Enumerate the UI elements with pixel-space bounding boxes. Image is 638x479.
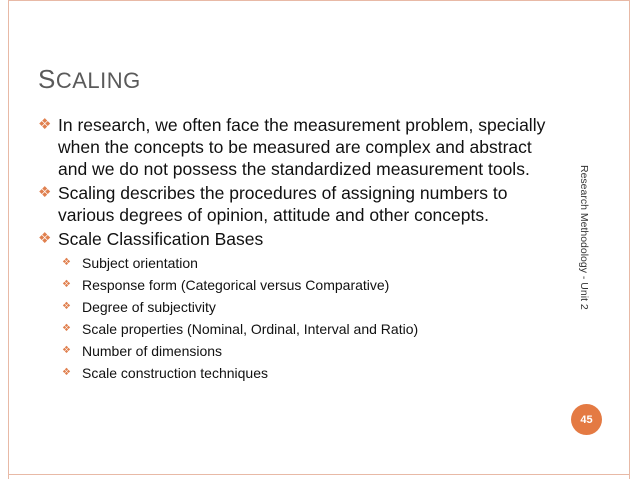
bullet-diamond-icon: ❖ <box>62 279 71 290</box>
slide-title <box>38 64 141 95</box>
sidebar-course-label: Research Methodology - Unit 2 <box>578 165 590 310</box>
sub-bullet-item <box>38 296 558 318</box>
sub-bullet-text: Subject orientation <box>82 255 198 271</box>
bullet-diamond-icon: ❖ <box>38 184 52 201</box>
page-number-badge: 45 <box>571 404 602 435</box>
sub-bullet-item <box>38 318 558 340</box>
slide-frame-top <box>8 0 630 1</box>
bullet-text: Scaling describes the procedures of assigning numbers to various degrees of opinion, attitude and other concepts. <box>58 183 508 225</box>
slide-content <box>38 114 558 384</box>
bullet-item <box>38 114 558 180</box>
sub-bullet-item <box>38 252 558 274</box>
sub-bullet-item <box>38 274 558 296</box>
sub-bullet-text: Scale properties (Nominal, Ordinal, Interval and Ratio) <box>82 321 419 337</box>
bullet-diamond-icon: ❖ <box>62 345 71 356</box>
sub-bullet-text: Degree of subjectivity <box>82 299 216 315</box>
bullet-item <box>38 182 558 226</box>
bullet-diamond-icon: ❖ <box>62 367 71 378</box>
slide-frame-left <box>8 0 9 479</box>
sub-bullet-text: Scale construction techniques <box>82 365 268 381</box>
slide-frame-right <box>629 0 630 479</box>
sub-bullet-item <box>38 362 558 384</box>
sub-bullet-item <box>38 340 558 362</box>
bullet-diamond-icon: ❖ <box>62 323 71 334</box>
bullet-diamond-icon: ❖ <box>62 301 71 312</box>
sub-bullet-text: Response form (Categorical versus Comparative) <box>82 277 390 293</box>
bullet-text: In research, we often face the measurement problem, specially when the concepts to be measured are complex and abstract and we do not possess the standardized measurement tools. <box>58 115 546 179</box>
bullet-diamond-icon: ❖ <box>62 257 71 268</box>
bullet-diamond-icon: ❖ <box>38 116 52 133</box>
slide-title-initial: S <box>38 64 56 94</box>
bullet-diamond-icon: ❖ <box>38 230 52 247</box>
slide-frame-bottom <box>8 474 630 475</box>
bullet-text: Scale Classification Bases <box>58 229 264 249</box>
bullet-item <box>38 228 558 250</box>
sub-bullet-text: Number of dimensions <box>82 343 223 359</box>
slide-title-rest: CALING <box>55 68 141 93</box>
